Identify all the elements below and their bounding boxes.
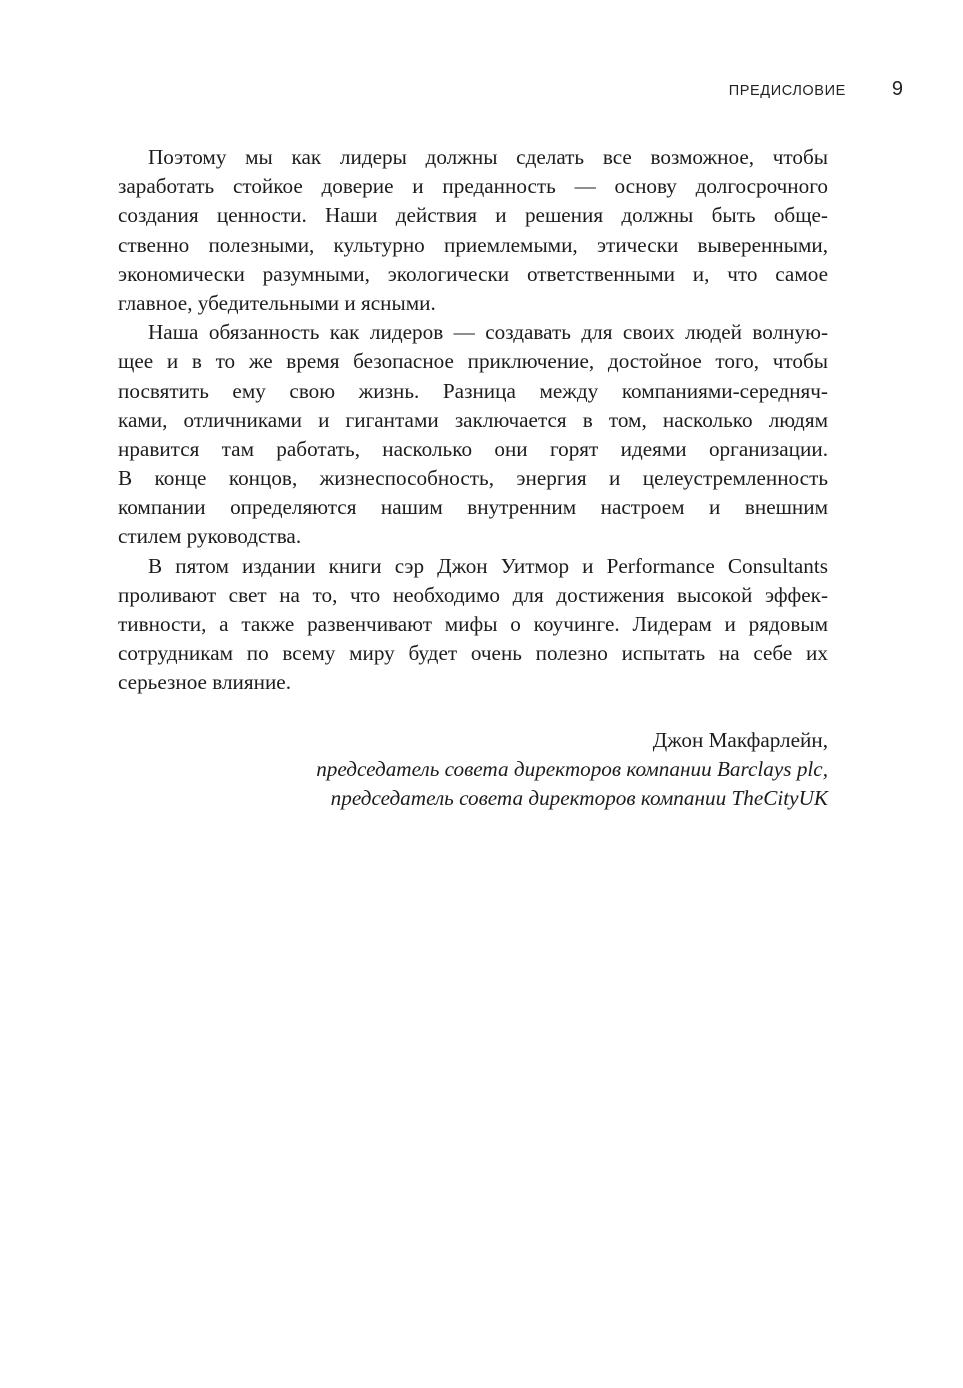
text-line: стилем руководства.	[118, 524, 302, 549]
section-title: ПРЕДИСЛОВИЕ	[728, 83, 846, 99]
text-line: серьезное влияние.	[118, 670, 292, 695]
text-line: В пятом издании книги сэр Джон Уитмор и Performance Consultants	[148, 553, 828, 578]
text-line: Поэтому мы как лидеры должны сделать все возможное, чтобы	[148, 145, 828, 169]
text-line: компании определяются нашим внутренним настроем и внешним	[118, 495, 828, 520]
author-role: председатель совета директоров компании TheCityUK	[330, 786, 828, 811]
author-name: Джон Макфарлейн,	[652, 728, 828, 752]
text-line: ками, отличниками и гигантами заключается в том, насколько людям	[118, 407, 828, 432]
text-line: создания ценности. Наши действия и решения должны быть обще-	[118, 203, 828, 228]
text-line: заработать стойкое доверие и преданность — основу долгосрочного	[118, 174, 828, 199]
text-line: нравится там работать, насколько они горят идеями организации.	[118, 436, 828, 461]
author-role: председатель совета директоров компании Barclays plc,	[316, 757, 828, 782]
body-text	[118, 143, 828, 698]
signature-block	[316, 726, 828, 814]
text-line: экономически разумными, экологически ответственными и, что самое	[118, 261, 828, 286]
text-line: щее и в то же время безопасное приключение, достойное того, чтобы	[118, 349, 828, 374]
text-line: главное, убедительными и ясными.	[118, 290, 436, 315]
running-header	[729, 78, 903, 101]
text-line: В конце концов, жизнеспособность, энергия и целеустремленность	[118, 466, 828, 491]
text-line: сотрудникам по всему миру будет очень полезно испытать на себе их	[118, 641, 828, 666]
text-line: Наша обязанность как лидеров — создавать для своих людей волную-	[148, 320, 828, 345]
text-line: тивности, а также развенчивают мифы о коучинге. Лидерам и рядовым	[118, 612, 828, 636]
text-line: посвятить ему свою жизнь. Разница между компаниями-середняч-	[118, 378, 828, 403]
text-line: проливают свет на то, что необходимо для достижения высокой эффек-	[118, 582, 828, 607]
page-number: 9	[891, 78, 903, 100]
text-line: ственно полезными, культурно приемлемыми, этически выверенными,	[118, 232, 828, 257]
